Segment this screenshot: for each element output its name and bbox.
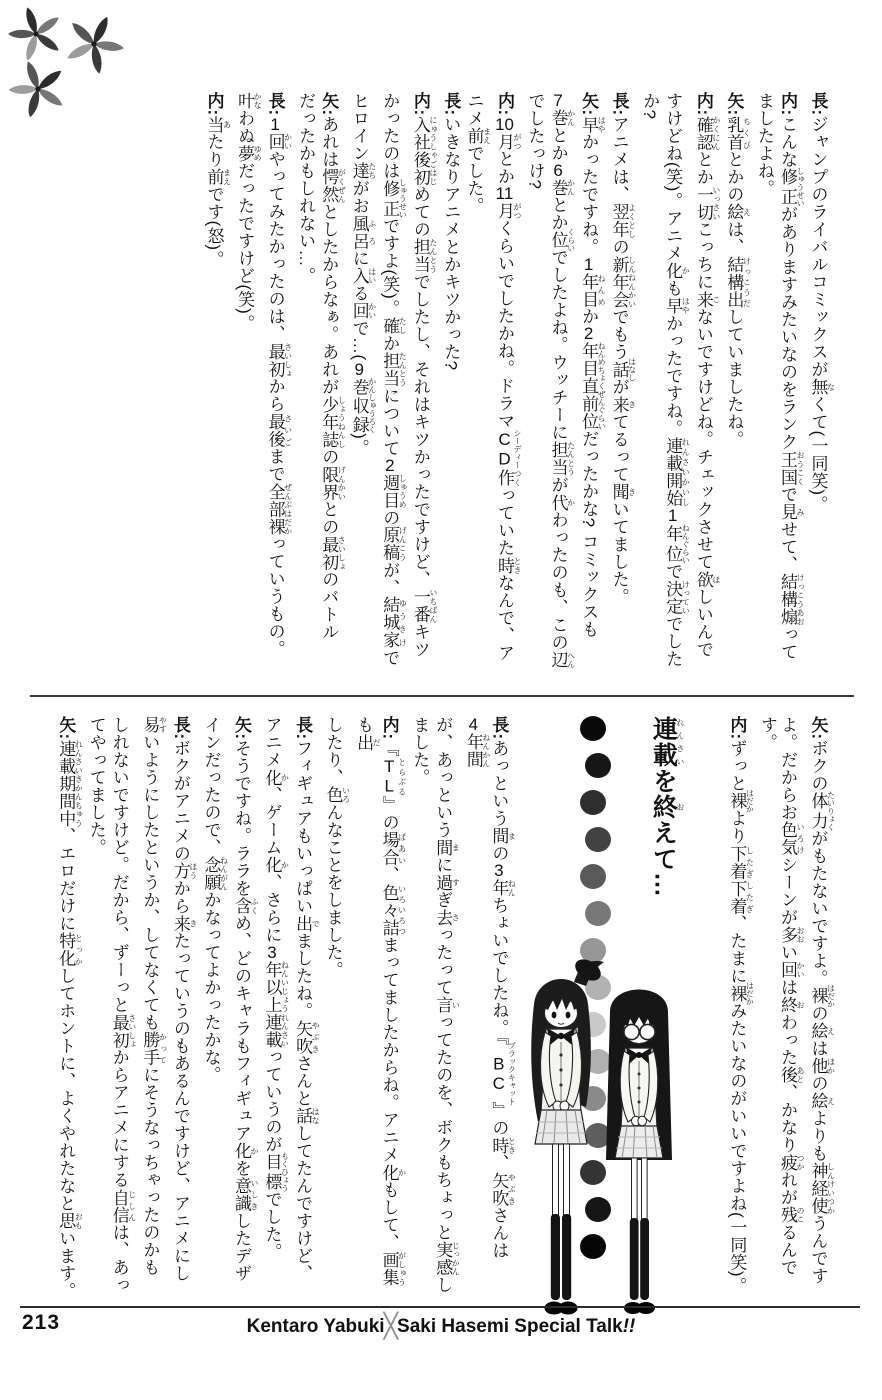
- dialogue-line: ました。: [410, 716, 430, 786]
- dialogue-line: 易 やすいようにしたというか、してなくても勝手 かってにそうなっちゃったのかも: [140, 716, 168, 1276]
- dialogue-line: すけどね(笑)。アニメ化 かも早 はやかったですね。連載開始 れんさいかいし1年位 ねんぐらいで決定 けっていでした: [663, 92, 691, 668]
- dialogue-line: 矢:あれは愕然 がくぜんとしたからなぁ。あれが少年誌 しょうねんしの限界 げんかいとの最初 さいしょのバトル: [319, 92, 347, 641]
- dialogue-line: したり、色 いろんなことをしました。: [323, 716, 351, 979]
- dialogue-line: よ。だからお色気 いろけシーンが多 おおい回 かいは終 おわった後 あと、かなり疲 つかれが残 のこるんです。: [757, 716, 805, 1276]
- dialogue-line: 7巻 かんとか6巻 かんとか位 くらいでしたよね。ウッチーに担当 たんとうが代 かわったのも、この辺 へん: [548, 92, 576, 669]
- dialogue-line: 矢:早 はやかったですね。1年目 ねんめか2年目直前位 ねんめちょくぜんぐらいだったかな? コミックスも: [579, 92, 607, 638]
- dialogue-line: 矢:そうですね。ララを含 ふくめ、どのキャラもフィギュア化 かを意識 いしきしたデザ: [231, 716, 259, 1283]
- dialogue-line: 内:ずっと裸 はだかより下着下着 したぎしたぎ、たまに裸 はだかみたいなのがいいですよね(一同笑)。: [727, 716, 755, 1295]
- dialogue-line: てやってました。: [86, 716, 106, 856]
- dialogue-line: 長:ジャンプのライバルコミックスが無 なくて(一同笑)。: [808, 92, 836, 513]
- footer-title: [0, 1310, 882, 1339]
- dialogue-line: インだったので、念願 ねんがんかなってよかったかな。: [201, 716, 229, 1084]
- dialogue-line: ヒロイン達 たちがお風呂 ふろに入 はいる回 かいで…(9巻収録 かんしゅうろく)。: [349, 92, 377, 457]
- dialogue-line: 長:いきなりアニメとかキツかった?: [441, 92, 461, 371]
- dialogue-line: でしたっけ?: [525, 92, 545, 190]
- cross-icon: ╳: [383, 1313, 399, 1340]
- page-number: 213: [22, 1311, 61, 1334]
- dialogue-line: だったかもしれない…。: [296, 92, 316, 285]
- footer-author-right: Saki Hasemi Special Talk: [397, 1316, 623, 1337]
- dialogue-line: 長:あっという間 まの3年 ねんちょいでしたね。『BC ブラックキャット』の時 とき、矢吹 やぶきさんは4年間 ねんかん: [463, 716, 517, 1260]
- dialogue-line: 長:1回 かいやってみたかったのは、最初 さいしょから最後 さいごまで全部裸 ぜんぶはだかっていうもの。: [265, 92, 293, 658]
- dialogue-line: が、あっという間 まに過 すぎ去 さったって言 いってたのを、ボクもちょっと実感 じっかんし: [433, 716, 461, 1294]
- dialogue-line: 矢:連載期間中 れんさいきかんちゅう、エロだけに特化 とっかしてホントに、よくやれたなと思 おもいます。: [56, 716, 84, 1300]
- dialogue-line: 内:こんな修正 しゅうせいがありますみたいなのをランク王国 おうこくで見 みせて、結構煽 けっこうあおって: [777, 92, 805, 661]
- dialogue-line: 長:ボクがアニメの方 ほうから来 きたっていうのもあるんですけど、アニメにし: [170, 716, 198, 1283]
- dialogue-line: 内:『TL とらぶる』の場合 ばあい、色々詰 いろいろつまってましたからね。アニメ化 かもして、画集 がしゅうも出 だ: [354, 716, 407, 1287]
- top-dialogue-section: [30, 92, 838, 692]
- dialogue-line: かったのは修正 しゅうせいですよ(笑)。確 たしか担当 たんとうについて2週目 しゅうめの原稿 げんこうが、結城家 ゆうきけで: [380, 92, 408, 667]
- dialogue-line: ニメ前 まえでした。: [464, 92, 492, 215]
- footer-rule: [20, 1306, 860, 1308]
- dialogue-line: 内:10月 がつとか11月 がつくらいでしたかね。ドラマCD シーディー作 つくっていた時 ときなんで、ア: [494, 92, 522, 662]
- section-divider: [30, 695, 854, 697]
- dialogue-line: か?: [640, 92, 660, 120]
- footer-exclamation: !!: [622, 1316, 636, 1337]
- dialogue-line: しれないですけど。だから、ずーっと最初 さいしょからアニメにする自信 じしんは、あっ: [109, 716, 137, 1294]
- dialogue-line: アニメ化 か、ゲーム化 か、さらに3年以上連載 ねんいじょうれんさいっていうのが目標 もくひょうでした。: [262, 716, 290, 1261]
- dialogue-line: 内:当 あたり前 まえです(怒)。: [204, 92, 232, 268]
- dialogue-line: 内:入社後初 にゅうしゃごはじめての担当 たんとうでしたし、それはキツかったですけど、一番 いちばんキツ: [410, 92, 438, 659]
- dialogue-line: 内:確認 かくにんとか一切 いっさいこっちに来 こないですけどね。チェックさせて欲 ほしいんで: [693, 92, 721, 659]
- bottom-dialogue-section: [20, 716, 838, 1302]
- footer-author-left: Kentaro Yabuki: [246, 1316, 385, 1337]
- dialogue-line: 矢:ボクの体力 たいりょくがもたないですよ。裸 はだかの絵 えは他 ほかの絵 えよりも神経使 しんけいつかうんです: [808, 716, 836, 1285]
- dialogue-line: 叶 かなわぬ夢 ゆめだったですけど(笑)。: [235, 92, 263, 332]
- section-heading: 連載れんさいを終おえて…: [649, 716, 685, 898]
- dialogue-line: 長:フィギュアもいっぱい出 でましたね。矢吹 やぶきさんと話 はなしてたんですけど、: [293, 716, 321, 1283]
- dialogue-line: ましたよね。: [754, 92, 774, 197]
- dialogue-line: 長:アニメは、翌年 よくとしの新年会 しんねんかいでもう話 はなしが来 きてるって聞 きいてました。: [609, 92, 637, 606]
- dialogue-line: 矢:乳首 ちくびとかの絵 えは、結構出 けっこうだしていましたね。: [724, 92, 752, 449]
